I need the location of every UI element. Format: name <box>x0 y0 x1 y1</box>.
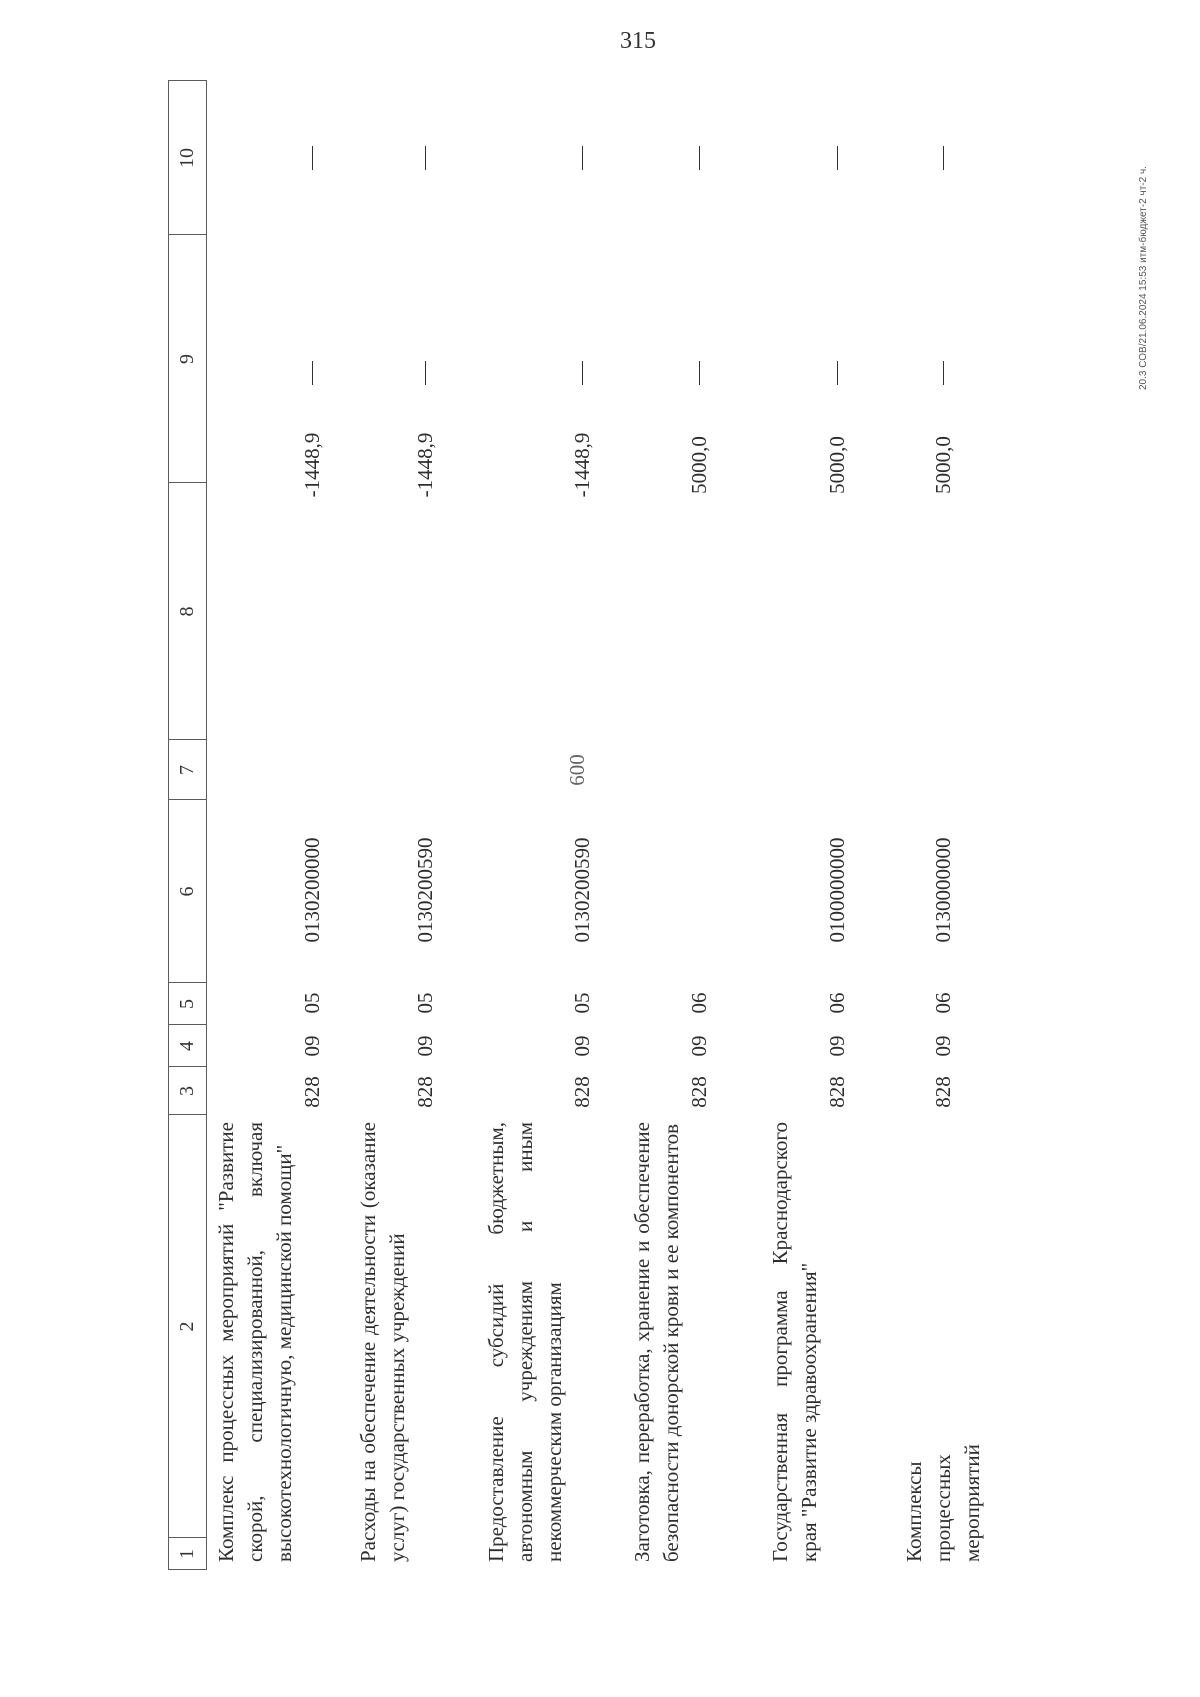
cell-subsection: 05 <box>570 992 594 1014</box>
cell-col9-dash <box>425 361 426 385</box>
table-row <box>208 80 338 1570</box>
column-header-9: 9 <box>175 354 198 364</box>
cell-ministry-code: 828 <box>825 1076 849 1108</box>
row-description: Государственная программа Краснодарского края "Развитие здравоохранения" <box>768 1122 821 1562</box>
cell-target-article: 0130200590 <box>413 837 437 943</box>
table-row <box>350 80 460 1570</box>
row-description: Заготовка, переработка, хранение и обеспечение безопасности донорской крови и ее компонентов <box>630 1122 683 1562</box>
cell-subsection: 06 <box>931 992 955 1014</box>
cell-section: 09 <box>300 1035 324 1057</box>
cell-col9-dash <box>582 361 583 385</box>
column-header-2: 2 <box>175 1321 198 1332</box>
cell-ministry-code: 828 <box>300 1076 324 1108</box>
cell-col9-dash <box>312 361 313 385</box>
column-header-10: 10 <box>175 148 198 168</box>
column-header-3: 3 <box>175 1086 198 1096</box>
row-description: Предоставление субсидий бюджетным, автономным учреждениям и иным некоммерческим организациям <box>484 1122 566 1562</box>
cell-col9-dash <box>699 361 700 385</box>
cell-target-article: 0130200590 <box>570 837 594 943</box>
cell-ministry-code: 828 <box>931 1076 955 1108</box>
row-description: Комплексы процессных мероприятий <box>902 1444 984 1562</box>
table-row <box>896 80 986 1570</box>
cell-col10-dash <box>699 146 700 170</box>
cell-col10-dash <box>837 146 838 170</box>
cell-amount: -1448,9 <box>413 432 437 498</box>
footer-stamp: 20.3 СОВ/21.06.2024 15:53 итм-бюджет-2 чт-2 ч. <box>1138 166 1149 390</box>
cell-col10-dash <box>312 146 313 170</box>
table-row <box>624 80 734 1570</box>
row-description: Комплекс процессных мероприятий "Развитие скорой, специализированной, включая высокотехнологичную, медицинской помощи" <box>214 1122 296 1562</box>
column-header-8: 8 <box>175 606 198 617</box>
budget-table <box>168 80 1026 1570</box>
cell-amount: -1448,9 <box>300 432 324 498</box>
cell-subsection: 06 <box>825 992 849 1014</box>
column-header-7: 7 <box>175 765 198 775</box>
column-header-4: 4 <box>175 1041 198 1051</box>
page-number: 315 <box>620 28 656 54</box>
cell-target-article: 0100000000 <box>825 837 849 943</box>
cell-amount: 5000,0 <box>687 436 711 494</box>
cell-col10-dash <box>425 146 426 170</box>
cell-expense-type: 600 <box>565 754 589 786</box>
cell-subsection: 06 <box>687 992 711 1014</box>
cell-target-article: 0130200000 <box>300 837 324 943</box>
column-header-5: 5 <box>175 999 198 1009</box>
cell-col9-dash <box>943 361 944 385</box>
row-description: Расходы на обеспечение деятельности (оказание услуг) государственных учреждений <box>356 1122 409 1562</box>
cell-amount: 5000,0 <box>825 436 849 494</box>
cell-subsection: 05 <box>413 992 437 1014</box>
table-row <box>478 80 608 1570</box>
cell-col9-dash <box>837 361 838 385</box>
cell-ministry-code: 828 <box>687 1076 711 1108</box>
cell-section: 09 <box>931 1035 955 1057</box>
cell-target-article: 0130000000 <box>931 837 955 943</box>
table-row <box>762 80 872 1570</box>
cell-ministry-code: 828 <box>570 1076 594 1108</box>
cell-subsection: 05 <box>300 992 324 1014</box>
cell-amount: -1448,9 <box>570 432 594 498</box>
cell-section: 09 <box>413 1035 437 1057</box>
cell-section: 09 <box>570 1035 594 1057</box>
cell-section: 09 <box>687 1035 711 1057</box>
table-header-bottom-border <box>206 80 207 1570</box>
cell-ministry-code: 828 <box>413 1076 437 1108</box>
cell-col10-dash <box>582 146 583 170</box>
column-header-1: 1 <box>175 1549 198 1559</box>
cell-amount: 5000,0 <box>931 436 955 494</box>
cell-section: 09 <box>825 1035 849 1057</box>
cell-col10-dash <box>943 146 944 170</box>
column-header-6: 6 <box>175 886 198 897</box>
